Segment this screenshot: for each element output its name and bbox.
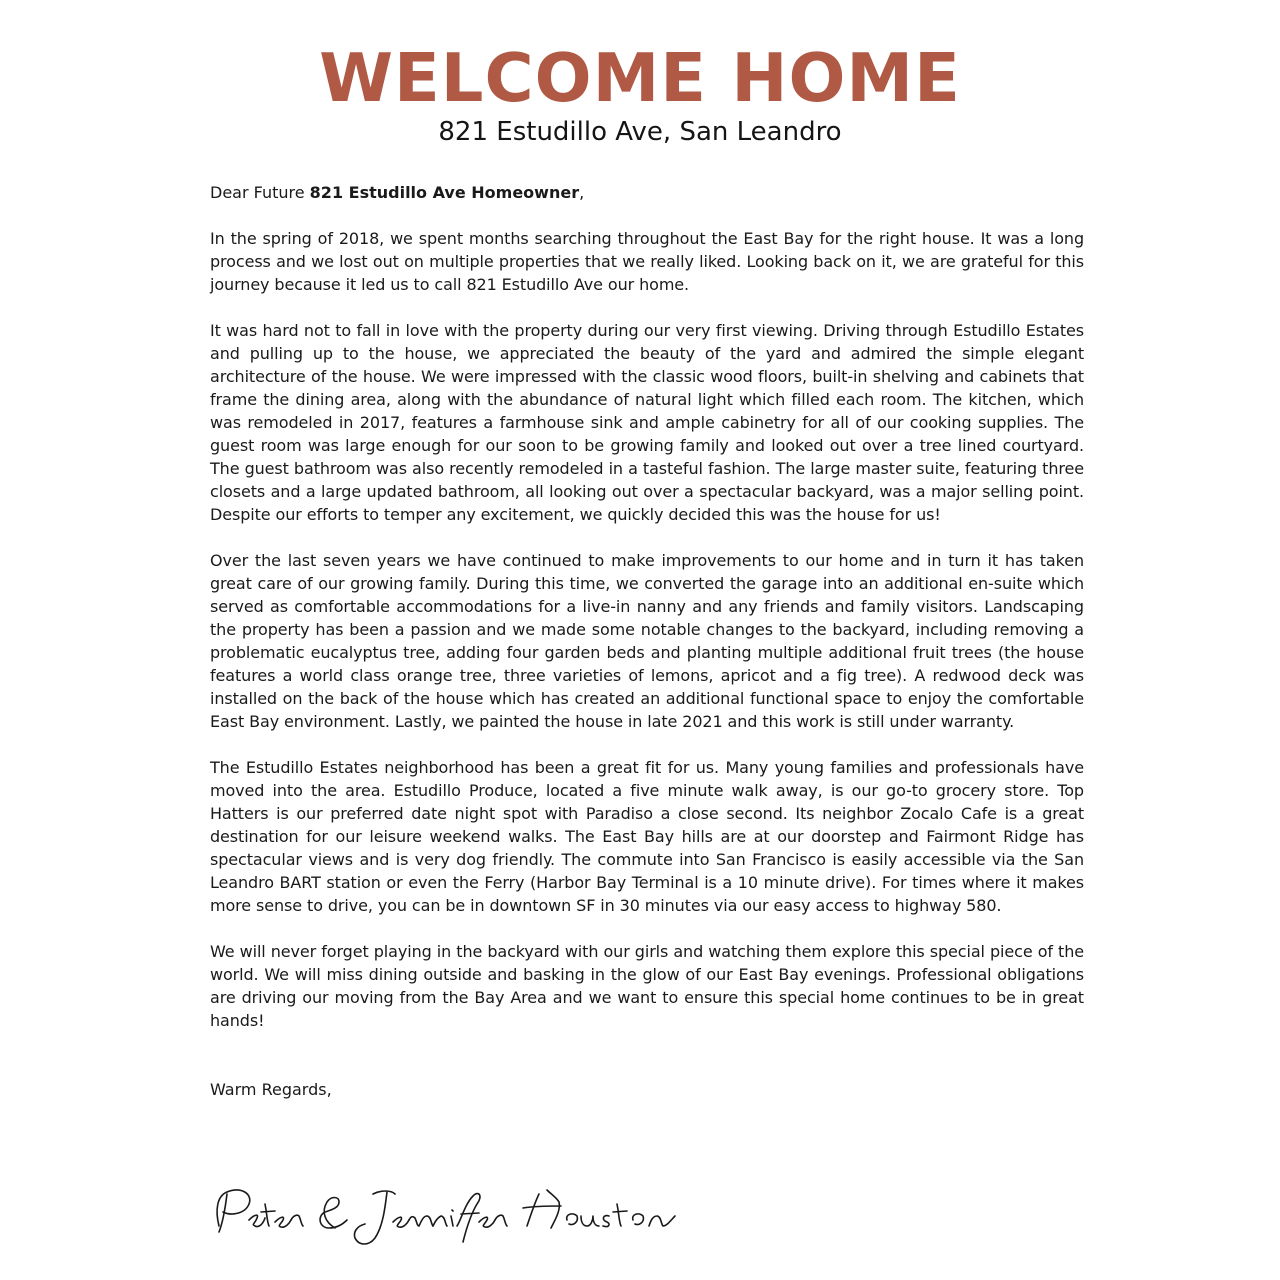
paragraph-improvements: Over the last seven years we have continued to make improvements to our home and in turn it has taken great care of our growing family. During this time, we converted the garage into an additional en-suite which served as comfortable accommodations for a live-in nanny and any friends and family visitors. Landscaping the property has been a passion and we made some notable changes to the backyard, including removing a problematic eucalyptus tree, adding four garden beds and planting multiple additional fruit trees (the house features a world class orange tree, three varieties of lemons, apricot and a fig tree). A redwood deck was installed on the back of the house which has created an additional functional space to enjoy the comfortable East Bay environment. Lastly, we painted the house in late 2021 and this work is still under warranty. — [210, 551, 1084, 731]
salutation-prefix: Dear Future — [210, 183, 310, 202]
salutation — [210, 181, 1084, 204]
page-title: WELCOME HOME — [319, 39, 961, 117]
salutation-recipient: 821 Estudillo Ave Homeowner — [309, 183, 580, 202]
handwritten-signature — [205, 1180, 805, 1260]
salutation-suffix: , — [579, 183, 585, 202]
paragraph-neighborhood: The Estudillo Estates neighborhood has been a great fit for us. Many young families and professionals have moved into the area. Estudillo Produce, located a five minute walk away, is our go-to grocery store. Top Hatters is our preferred date night spot with Paradiso a close second. Its neighbor Zocalo Cafe is a great destination for our leisure weekend walks. The East Bay hills are at our doorstep and Fairmont Ridge has spectacular views and is very dog friendly. The commute into San Francisco is easily accessible via the San Leandro BART station or even the Ferry (Harbor Bay Terminal is a 10 minute drive). For times where it makes more sense to drive, you can be in downtown SF in 30 minutes via our easy access to highway 580. — [210, 758, 1084, 915]
property-address: 821 Estudillo Ave, San Leandro — [438, 117, 842, 147]
paragraph-farewell: We will never forget playing in the backyard with our girls and watching them explore this special piece of the world. We will miss dining outside and basking in the glow of our East Bay evenings. Professional obligations are driving our moving from the Bay Area and we want to ensure this special home continues to be in great hands! — [210, 942, 1084, 1030]
paragraph-first-viewing: It was hard not to fall in love with the property during our very first viewing. Driving through Estudillo Estates and pulling up to the house, we appreciated the beauty of the yard and admired the simple elegant architecture of the house. We were impressed with the classic wood floors, built-in shelving and cabinets that frame the dining area, along with the abundance of natural light which filled each room. The kitchen, which was remodeled in 2017, features a farmhouse sink and ample cabinetry for all of our cooking supplies. The guest room was large enough for our soon to be growing family and looked out over a tree lined courtyard. The guest bathroom was also recently remodeled in a tasteful fashion. The large master suite, featuring three closets and a large updated bathroom, all looking out over a spectacular backyard, was a major selling point. Despite our efforts to temper any excitement, we quickly decided this was the house for us! — [210, 321, 1084, 524]
letter-body — [210, 181, 1084, 1101]
paragraph-search: In the spring of 2018, we spent months searching throughout the East Bay for the right house. It was a long process and we lost out on multiple properties that we really liked. Looking back on it, we are grateful for this journey because it led us to call 821 Estudillo Ave our home. — [210, 229, 1084, 294]
closing-line: Warm Regards, — [210, 1080, 332, 1099]
